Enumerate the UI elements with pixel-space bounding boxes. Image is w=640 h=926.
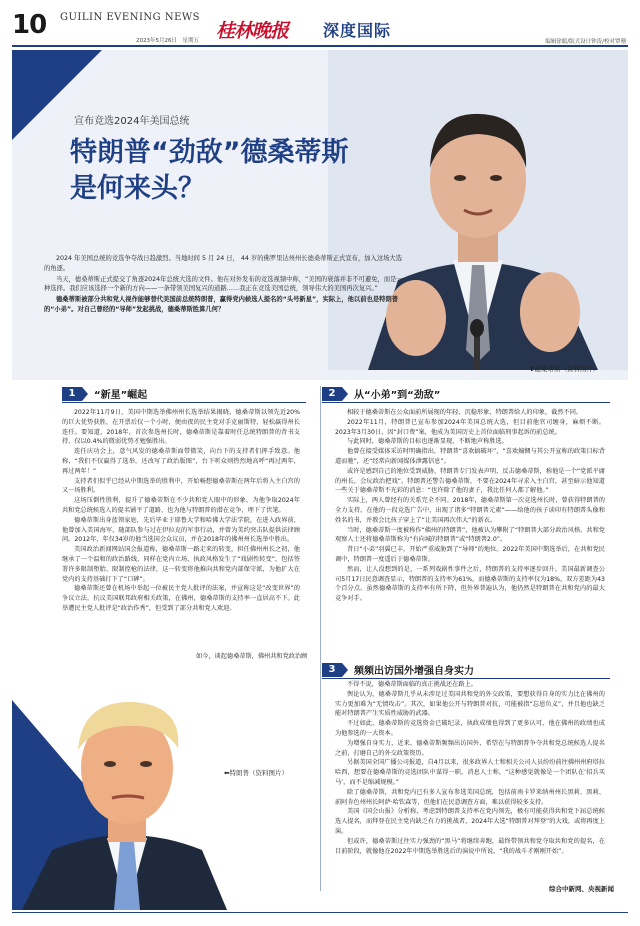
hero-banner — [12, 50, 628, 380]
section-3-title: 频频出访国外增强自身实力 — [354, 666, 474, 677]
section-1-title: “新星”崛起 — [94, 390, 148, 401]
body-paragraph: 舆论认为，德桑蒂斯几乎从未涉足过美国共和党的外交政策，要想获得自身的实力比在佛州的实力更加难为“无情攻击”。其次，如果他公开与特朗普对抗，可能被指“忘恩负义”，并且他也缺乏能对特朗普产生实质性威胁的武器。 — [335, 690, 605, 718]
body-paragraph: 昔日“小弟”羽翼已丰，开始严重威胁到了“导师”的地位。2022年美国中期选举后，在共和党民调中，特朗普一度遥后于德桑蒂斯。 — [335, 546, 605, 563]
section-title: 深度国际 — [323, 21, 392, 40]
body-paragraph: 与此同时，德桑蒂斯的目标也逐渐显现，不断地声称胜选。 — [347, 438, 508, 446]
body-paragraph: 连任庆功会上，意气风发的德桑蒂斯面带微笑，向台下的支持者们挥手致意。他称，“我们不仅赢得了选举，还改写了政治版图”，台下听众则热烈地高呼“再过两年，再过两年！” — [62, 448, 300, 475]
body-paragraph: 除了德桑蒂斯，共和党内已有多人宣布参选美国总统，包括前南卡罗来纳州州长黑莉、黑莉、前阿肯色州州长阿萨·哈钦森等，但他们在民意调查方面，难以获得较多支持。 — [335, 788, 605, 806]
section-2-title: 从“小弟”到“劲敌” — [354, 390, 441, 401]
section-2-rule — [322, 402, 610, 403]
paper-name-english: GUILIN EVENING NEWS — [60, 12, 201, 23]
section-3-body — [335, 680, 605, 856]
paper-logo: 桂林晚报 — [216, 20, 289, 42]
body-paragraph: 实际上，两人曾经有的关系完全不同。2018年，德桑蒂斯第一次竞选州长时，曾获得特朗普的全力支持。在他的一段竞选广告中，出现了诸多“特朗普元素”——给他的孩子读印有特朗普头像和姓名的书，并教会比孩子穿上了“让美国再次伟大”的新衣。 — [335, 497, 605, 524]
body-paragraph: 这场压倒性胜利，提升了德桑蒂斯在不少共和党人眼中的形象，为他争取2024年共和党总统候选人的提名铺平了道路，也为他与特朗普的潜在竞争，埋下了伏笔。 — [62, 497, 300, 514]
body-paragraph: 德桑蒂斯出身蓝领家庭，先后毕业于耶鲁大学和哈佛大学法学院，在进入政界前，他曾加入美国海军，随部队参与过在伊拉克的军事行动，并曾为美约突击队提供法律顾问。2012年，年仅34岁的他当选国会众议员，并在2018年的佛州州长选举中胜出。 — [62, 516, 300, 544]
body-paragraph: 2022年11月9日，美国中期选举佛州州长选举结果揭晓，德桑蒂斯以领先近20%的巨大优势获胜，在开票后仅一个小时，便由夜的民主党对手克丽斯特，轻松赢得州长连任。要知道，2018年，首次参选州长时，德桑蒂斯是靠着时任总统特朗普的背书支持，仅以0.4%的微弱优势才勉强胜出。 — [62, 409, 300, 446]
section-number: 1 — [62, 387, 82, 401]
body-paragraph: 为增强自身实力，近来，德桑蒂斯频频出访国外，希望在与特朗普争夺共和党总统候选人提名之前，打磨自己的外交政策资历。 — [335, 739, 605, 757]
column-divider — [320, 386, 321, 891]
section-number: 3 — [322, 663, 342, 677]
section-3-header — [322, 662, 474, 677]
headline-kicker: 宣布竞选2024年美国总统 — [74, 116, 190, 127]
main-headline — [70, 135, 410, 206]
page-number: 10 — [12, 10, 47, 40]
trump-illustration — [12, 660, 312, 910]
masthead-rule — [12, 45, 628, 47]
section-1-header — [62, 386, 147, 401]
body-paragraph: 不过如此，德桑蒂斯的竞选资金已破纪录，执政成绩也得到了更多认可，他在佛州的政绩也成为他参选的一大资本。 — [335, 720, 605, 737]
section-1-body — [62, 408, 300, 614]
body-paragraph: 不得不说，德桑蒂斯面临的真正挑战还在路上。 — [347, 681, 477, 688]
trump-side-quote: 如今，谈起德桑蒂斯，佛州共和党政治顾 — [196, 653, 308, 660]
section-number: 2 — [322, 387, 342, 401]
body-paragraph: 另据美国全国广播公司报道，自4月以来，很多政界人士和相关公司人员纷纷前往佛州州府塔拉哈西，想要在德桑蒂斯的竞选团队中谋得一职。消息人士称，“这种感觉就像是一个团队在‘招兵买马’，而不是缩减规模。” — [335, 759, 605, 786]
trump-photo-caption: ⬅特朗普（资料图片） — [224, 769, 288, 777]
body-paragraph: 但或许，德桑蒂斯过往实力强劲的“黑马”将继续奔跑，最终带领共和党夺取共和党的提名，在目前阶段，就像他在2022年中期选举胜选后的演说中所说，“我的战斗才刚刚开始”。 — [335, 837, 605, 855]
body-paragraph: 然而，让人没想到的是，一系列戏剧性事件之后，特朗普的支持率逐步回升。美国最新调查公司5月17日民意调查显示，特朗普的支持率为61%，而德桑蒂斯的支持率仅为18%，双方差距为43个百分点。虽然德桑蒂斯的支持率有所下降，但外界普遍认为，他仍然是特朗普在共和党内的最大竞争对手。 — [335, 565, 605, 603]
headline-line-1: 特朗普“劲敌”德桑蒂斯 — [70, 137, 349, 168]
lede-paragraphs — [44, 254, 406, 316]
lede-paragraph: 当天，德桑蒂斯正式提交了角逐2024年总统大选的文件。他在对外发布的竞选视频中称，“美国的衰落并非不可避免，而是一种选择。我们应该选择一个新的方向——一条带领美国复兴的道路……我正在竞选美国总统，领导伟大的美国再次复兴。” — [44, 275, 403, 293]
desantis-photo-caption: ⬆德桑蒂斯（资料图片） — [529, 365, 600, 373]
section-arrow — [342, 387, 348, 401]
section-2-header — [322, 386, 440, 401]
body-paragraph: 支持者们似乎已经从中期选举的胜利中，开始畅想德桑蒂斯在两年后将入主白宫的又一场胜利。 — [62, 477, 300, 495]
body-paragraph: 美国《国会山报》分析称，考虑到特朗普支持率在党内领先，极有可能获得共和党下届总统候选人提名，而拜登在民主党内缺乏有力的挑战者，2024年大选“特朗普对拜登”的大戏，或将再度上演。 — [335, 808, 605, 835]
headline-line-2: 是何来头？ — [70, 172, 205, 204]
body-paragraph: 德桑蒂斯还曾在机场中举起一位被民主党人批评的法案，并宣称这是“改变世界”的争议立法，抗议美国联邦政府相关政策，在佛州，德桑蒂斯的支持率一直居高不下。此举遭民主党人批评是“政治作秀”，但受到了部分共和党人欢迎。 — [62, 585, 300, 612]
section-2-body — [335, 408, 605, 604]
body-paragraph: 2022年11月，特朗普已宣布参加2024年美国总统大选，但目前他官司缠身，麻烦不断。2023年3月30日，因“封口费”案，他成为美国历史上首位面临刑事起诉的前总统。 — [335, 418, 605, 436]
issue-date: 2023年5月26日 星期五 — [136, 38, 199, 44]
section-1-rule — [62, 402, 306, 403]
body-paragraph: 他曾在接受媒体采访时明确指出，特朗普“喜欢搞破坏”，“喜欢煽惆与其公开宣称的政策目标背道而驰”，还“经常向新闻媒体泄露信息”。 — [335, 448, 605, 465]
body-paragraph: 或许是感到自己的地位受到威胁，特朗普专门发表声明，反击德桑蒂斯，称他是一个“党派平庸的州长，会玩政治把戏”。特朗普还警告德桑蒂斯，不要在2024年寻求入主白宫，甚至暗示他知道一些关于德桑蒂斯不光彩的消息：“也许除了他的妻子，我比任何人都了解他。” — [335, 467, 605, 495]
source-credit: 综合中新网、央视新闻 — [549, 885, 614, 893]
body-paragraph: 当时，德桑蒂斯一度被称作“佛州的特朗普”，他被认为攀附了“特朗普大部分政治风格。共和党观察人士还将德桑蒂斯称为“有向城的特朗普”或“特朗普2.0”。 — [335, 526, 605, 544]
body-paragraph: 相较于德桑蒂斯在公众面前所展现的年轻、沉稳形象，特朗普给人的印象，截然不同。 — [347, 409, 583, 416]
lede-paragraph: 2024 年美国总统的竞选争夺战日趋激烈。当地时间 5 月 24 日， 44 岁的佛罗里达州州长德桑蒂斯正式宣布，加入这场大选的角逐。 — [44, 255, 403, 272]
trump-photo — [12, 660, 312, 910]
lede-paragraph: 德桑蒂斯被部分共和党人视作能够替代美国前总统特朗普，赢得党内候选人提名的“头号新星”，实际上，他以前也是特朗普的“小弟”。对自己曾经的“导师”发起挑战，德桑蒂斯胜算几何？ — [44, 296, 399, 313]
section-arrow — [82, 387, 88, 401]
desantis-photo — [328, 50, 628, 370]
bottom-rule — [12, 912, 628, 913]
section-3-rule — [322, 678, 610, 679]
editor-credits: 编辑徐聪/版式设计钟涛/校对覃珊 — [545, 39, 626, 45]
section-arrow — [342, 663, 348, 677]
body-paragraph: 美国政治新闻网站国会报道称，德桑蒂斯一路走来的转变，担任佛州州长之初，他继承了一个温和的政治路线，同样在党内立场，执政风格发生了“戏剧性转变”，包括签署许多限制堕胎、限制控枪的法律，这一转变将他推向共和党内部保守派，为他扩大在党内的支持基础打下了“口碑”。 — [62, 546, 300, 583]
